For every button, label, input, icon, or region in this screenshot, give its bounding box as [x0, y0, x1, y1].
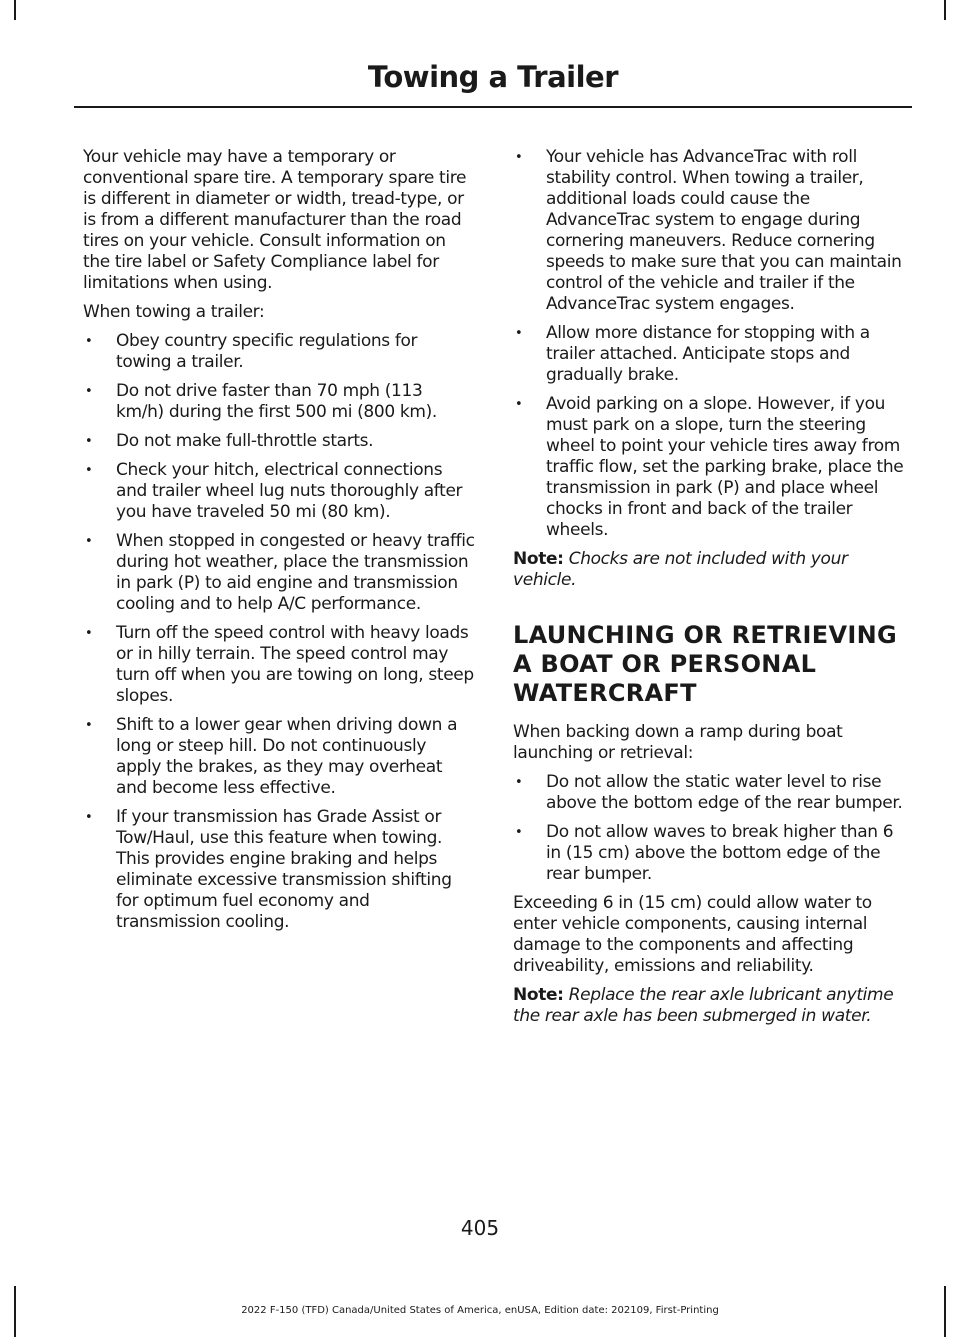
list-item: • Allow more distance for stopping with a trailer attached. Anticipate stops and gradually brake.: [513, 323, 905, 386]
list-item: • Check your hitch, electrical connections and trailer wheel lug nuts thoroughly after you have traveled 50 mi (80 km).: [83, 460, 475, 523]
list-item: • Do not allow the static water level to rise above the bottom edge of the rear bumper.: [513, 772, 905, 814]
section-heading: LAUNCHING OR RETRIEVING A BOAT OR PERSONAL WATERCRAFT: [513, 621, 897, 707]
list-item: • Obey country specific regulations for towing a trailer.: [83, 331, 475, 373]
page-number: 405: [460, 1216, 500, 1240]
page-title: Towing a Trailer: [367, 60, 618, 94]
list-item: • Turn off the speed control with heavy loads or in hilly terrain. The speed control may turn off when you are towing on long, steep slopes.: [83, 623, 475, 707]
axle-note: [513, 985, 905, 1027]
list-item: • Shift to a lower gear when driving down a long or steep hill. Do not continuously apply the brakes, as they may overheat and become less effective.: [83, 715, 475, 799]
water-damage-paragraph: Exceeding 6 in (15 cm) could allow water to enter vehicle components, causing internal damage to the components and affecting driveability, emissions and reliability.: [513, 893, 872, 976]
towing-tips-list: [83, 331, 475, 933]
crop-mark-top-left: [14, 0, 16, 20]
chocks-note: [513, 549, 905, 591]
note-label: Note:: [513, 985, 564, 1005]
list-item: • Do not allow waves to break higher than 6 in (15 cm) above the bottom edge of the rear bumper.: [513, 822, 905, 885]
list-item: • If your transmission has Grade Assist or Tow/Haul, use this feature when towing. This provides engine braking and helps eliminate excessive transmission shifting for optimum fuel economy and transmission cooling.: [83, 807, 475, 933]
list-item: • Avoid parking on a slope. However, if you must park on a slope, turn the steering wheel to point your vehicle tires away from traffic flow, set the parking brake, place the transmission in park (P) and place wheel chocks in front and back of the trailer wheels.: [513, 394, 905, 541]
boat-ramp-list: [513, 772, 905, 885]
header-rule: [74, 106, 912, 108]
crop-mark-top-right: [944, 0, 946, 20]
towing-tips-list-continued: [513, 147, 905, 541]
footer-edition: 2022 F-150 (TFD) Canada/United States of America, enUSA, Edition date: 202109, First-Printing: [241, 1305, 719, 1316]
note-label: Note:: [513, 549, 564, 569]
right-column: [513, 147, 905, 1035]
list-item: • Do not drive faster than 70 mph (113 km/h) during the first 500 mi (800 km).: [83, 381, 475, 423]
towing-lead: When towing a trailer:: [83, 302, 265, 322]
note-text: Replace the rear axle lubricant anytime the rear axle has been submerged in water.: [513, 985, 894, 1026]
list-item: • When stopped in congested or heavy traffic during hot weather, place the transmission in park (P) to aid engine and transmission cooling and to help A/C performance.: [83, 531, 475, 615]
section-intro: When backing down a ramp during boat launching or retrieval:: [513, 722, 843, 763]
left-column: [83, 147, 475, 941]
list-item: • Your vehicle has AdvanceTrac with roll stability control. When towing a trailer, additional loads could cause the AdvanceTrac system to engage during cornering maneuvers. Reduce cornering speeds to make sure that you can maintain control of the vehicle and trailer if the AdvanceTrac system engages.: [513, 147, 905, 315]
note-text: Chocks are not included with your vehicle.: [513, 549, 848, 590]
list-item: • Do not make full-throttle starts.: [83, 431, 475, 452]
intro-paragraph: Your vehicle may have a temporary or conventional spare tire. A temporary spare tire is different in diameter or width, tread-type, or is from a different manufacturer than the road tires on your vehicle. Consult information on the tire label or Safety Compliance label for limitations when using.: [83, 147, 467, 293]
